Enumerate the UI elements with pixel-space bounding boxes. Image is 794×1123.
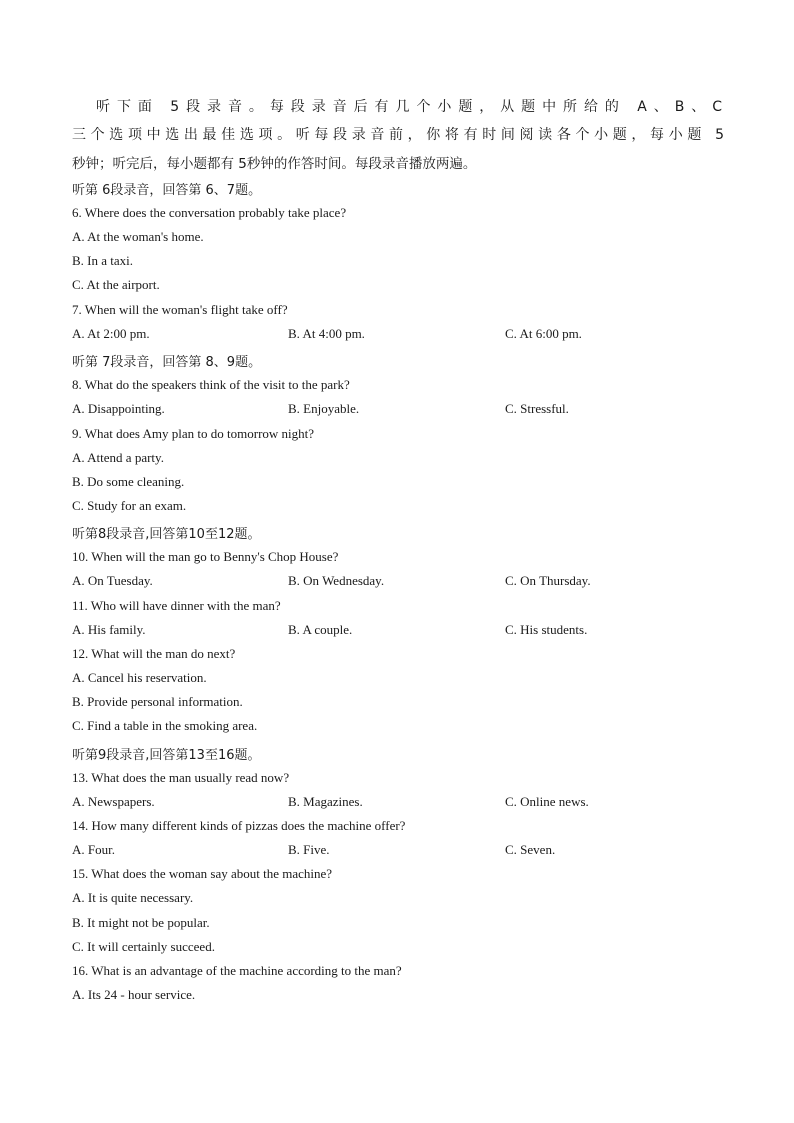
option: A. It is quite necessary.: [72, 890, 194, 905]
question: 7. When will the woman's flight take off?: [72, 302, 288, 317]
option: C. His students.: [505, 622, 588, 637]
option: C. Seven.: [505, 842, 556, 857]
section-heading: 听第 7段录音，回答第 8、9题。: [72, 355, 262, 370]
option: B. It might not be popular.: [72, 915, 210, 930]
question: 11. Who will have dinner with the man?: [72, 598, 281, 613]
option: C. Study for an exam.: [72, 498, 187, 513]
option: C. Stressful.: [505, 401, 569, 416]
section-heading: 听第8段录音,回答第10至12题。: [72, 527, 261, 542]
option: B. Five.: [288, 842, 330, 857]
option: A. On Tuesday.: [72, 573, 153, 588]
question: 6. Where does the conversation probably take place?: [72, 205, 347, 220]
option: B. At 4:00 pm.: [288, 326, 365, 341]
option: B. Provide personal information.: [72, 694, 243, 709]
option: A. His family.: [72, 622, 146, 637]
option: A. Four.: [72, 842, 115, 857]
option: B. Enjoyable.: [288, 401, 360, 416]
option: B. Do some cleaning.: [72, 474, 185, 489]
question: 13. What does the man usually read now?: [72, 770, 290, 785]
option: A. Its 24 - hour service.: [72, 987, 196, 1002]
option: B. A couple.: [288, 622, 353, 637]
question: 12. What will the man do next?: [72, 646, 236, 661]
option: A. Disappointing.: [72, 401, 165, 416]
option: C. At the airport.: [72, 277, 160, 292]
option: B. In a taxi.: [72, 253, 134, 268]
question: 10. When will the man go to Benny's Chop House?: [72, 549, 339, 564]
option: A. Newspapers.: [72, 794, 155, 809]
intro-line-1: 听下面 5段录音。每段录音后有几个小题，从题中所给的 A、B、C: [96, 99, 722, 115]
intro-line-3: 秒钟；听完后，每小题都有 5秒钟的作答时间。每段录音播放两遍。: [72, 156, 477, 172]
question: 15. What does the woman say about the machine?: [72, 866, 333, 881]
question: 9. What does Amy plan to do tomorrow night?: [72, 426, 315, 441]
option: C. Find a table in the smoking area.: [72, 718, 258, 733]
option: B. Magazines.: [288, 794, 363, 809]
section-heading: 听第9段录音,回答第13至16题。: [72, 748, 261, 763]
option: C. At 6:00 pm.: [505, 326, 582, 341]
option: A. At the woman's home.: [72, 229, 204, 244]
option: A. Attend a party.: [72, 450, 164, 465]
option: A. Cancel his reservation.: [72, 670, 207, 685]
question: 8. What do the speakers think of the visit to the park?: [72, 377, 350, 392]
section-heading: 听第 6段录音，回答第 6、7题。: [72, 183, 262, 198]
question: 14. How many different kinds of pizzas does the machine offer?: [72, 818, 406, 833]
question: 16. What is an advantage of the machine according to the man?: [72, 963, 402, 978]
option: C. It will certainly succeed.: [72, 939, 215, 954]
option: B. On Wednesday.: [288, 573, 385, 588]
option: C. Online news.: [505, 794, 589, 809]
option: A. At 2:00 pm.: [72, 326, 150, 341]
intro-line-2: 三个选项中选出最佳选项。听每段录音前，你将有时间阅读各个小题，每小题 5: [72, 127, 724, 143]
option: C. On Thursday.: [505, 573, 591, 588]
